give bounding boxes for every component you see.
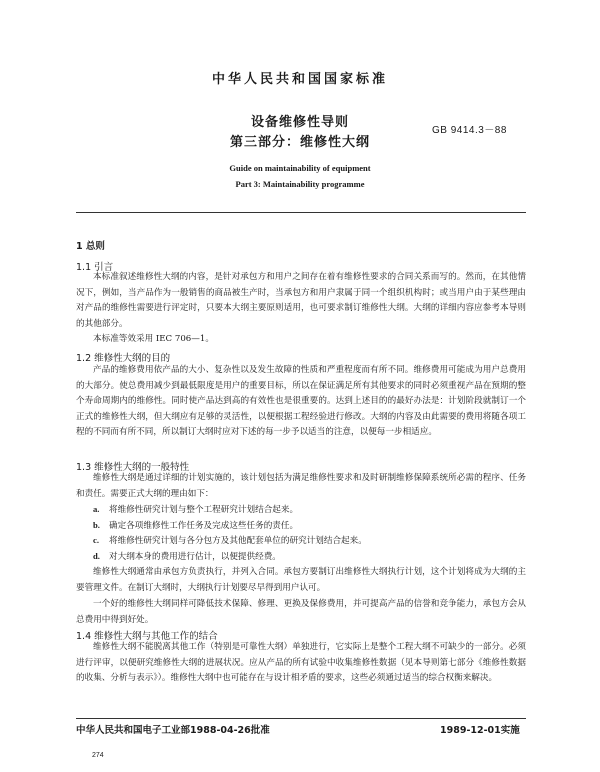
list-item [93, 534, 367, 546]
list-item [93, 519, 298, 531]
list-item-label: c. [93, 535, 99, 545]
section-1-2-heading: 1.2 维修性大纲的目的 [76, 353, 171, 364]
standard-category-title: 中华人民共和国国家标准 [211, 72, 388, 87]
section-1-2-paragraph-1: 产品的维修费用依产品的大小、复杂性以及发生故障的性质和严重程度而有所不同。维修费用可能成为用户总费用的大部分。使总费用减少到最低限度是用户的重要目标，所以在保证满足所有其他要求的同时必须重视产品在预期的整个寿命周期内的维修性。同时使产品达到高的有效性也是很重要的。达到上述目的的最好办法是：计划阶段就制订一个正式的维修性大纲，但大纲应有足够的灵活性，以便根据工程经验进行修改。大纲的内容及由此需要的费用将随各项工程的不同而有所不同，所以制订大纲时应对下述的每一步予以适当的注意，以便每一步相适应。 [76, 365, 526, 438]
list-item [93, 550, 281, 562]
section-1-4-paragraph-1: 维修性大纲不能脱离其他工作（特别是可靠性大纲）单独进行，它实际上是整个工程大纲不可缺少的一部分。必须进行评审，以便研究维修性大纲的进展状况。应从产品的所有试验中收集维修性数据（见本导则第七部分《维修性数据的收集、分析与表示》）。维修性大纲中也可能存在与设计相矛盾的要求，这些必须通过适当的综合权衡来解决。 [76, 642, 526, 684]
document-subtitle-cn: 第三部分：维修性大纲 [229, 135, 370, 150]
document-subtitle-en: Part 3: Maintainability programme [235, 179, 365, 189]
list-item-text: 将维修性研究计划与整个工程研究计划结合起来。 [109, 505, 299, 515]
list-item-label: b. [93, 520, 100, 530]
section-1-4-heading: 1.4 维修性大纲与其他工作的结合 [76, 631, 218, 642]
footer-divider [76, 718, 526, 719]
section-1-1-heading: 1.1 引言 [76, 262, 114, 273]
section-1-3-paragraph-3: 一个好的维修性大纲同样可降低技术保障、修理、更换及保修费用，并可提高产品的信誉和竞争能力，承包方会从总费用中得到好处。 [76, 599, 526, 625]
approval-line: 中华人民共和国电子工业部1988-04-26批准 [76, 725, 270, 736]
list-item-label: a. [93, 504, 100, 514]
header-divider [76, 212, 526, 213]
section-1-1-paragraph-1: 本标准叙述维修性大纲的内容，是针对承包方和用户之间存在着有维修性要求的合同关系而写的。然而，在其他情况下，例如，当产品作为一般销售的商品被生产时，当承包方和用户隶属于同一个组织机构时；或当用户由于某些理由对产品的维修性需要进行评定时，只要本大纲主要原则适用，也可要求制订维修性大纲。大纲的详细内容应参考本导则的其他部分。 [76, 272, 526, 329]
section-1-3-paragraph-2: 维修性大纲通常由承包方负责执行，并列入合同。承包方要制订出维修性大纲执行计划，这个计划将成为大纲的主要管理文件。在制订大纲时，大纲执行计划要尽早得到用户认可。 [76, 567, 526, 593]
document-title-en: Guide on maintainability of equipment [229, 163, 371, 173]
implementation-date: 1989-12-01实施 [440, 725, 520, 736]
list-item [93, 503, 298, 515]
list-item-label: d. [93, 551, 100, 561]
section-1-3-paragraph-1: 维修性大纲是通过详细的计划实施的，该计划包括为满足维修性要求和及时研制维修保障系统所必需的程序、任务和责任。需要正式大纲的理由如下： [76, 473, 526, 499]
document-title-cn: 设备维修性导则 [250, 115, 349, 130]
list-item-text: 将维修性研究计划与各分包方及其他配套单位的研究计划结合起来。 [109, 536, 367, 546]
page-number: 274 [92, 752, 104, 759]
list-item-text: 确定各项维修性工作任务及完成这些任务的责任。 [109, 521, 299, 531]
section-1-3-heading: 1.3 维修性大纲的一般特性 [76, 462, 190, 473]
standard-code: GB 9414.3－88 [432, 125, 507, 136]
section-1-heading: 1 总则 [76, 241, 105, 252]
section-1-1-paragraph-2: 本标准等效采用 IEC 706—1。 [93, 334, 214, 344]
list-item-text: 对大纲本身的费用进行估计，以便提供经费。 [109, 552, 281, 562]
